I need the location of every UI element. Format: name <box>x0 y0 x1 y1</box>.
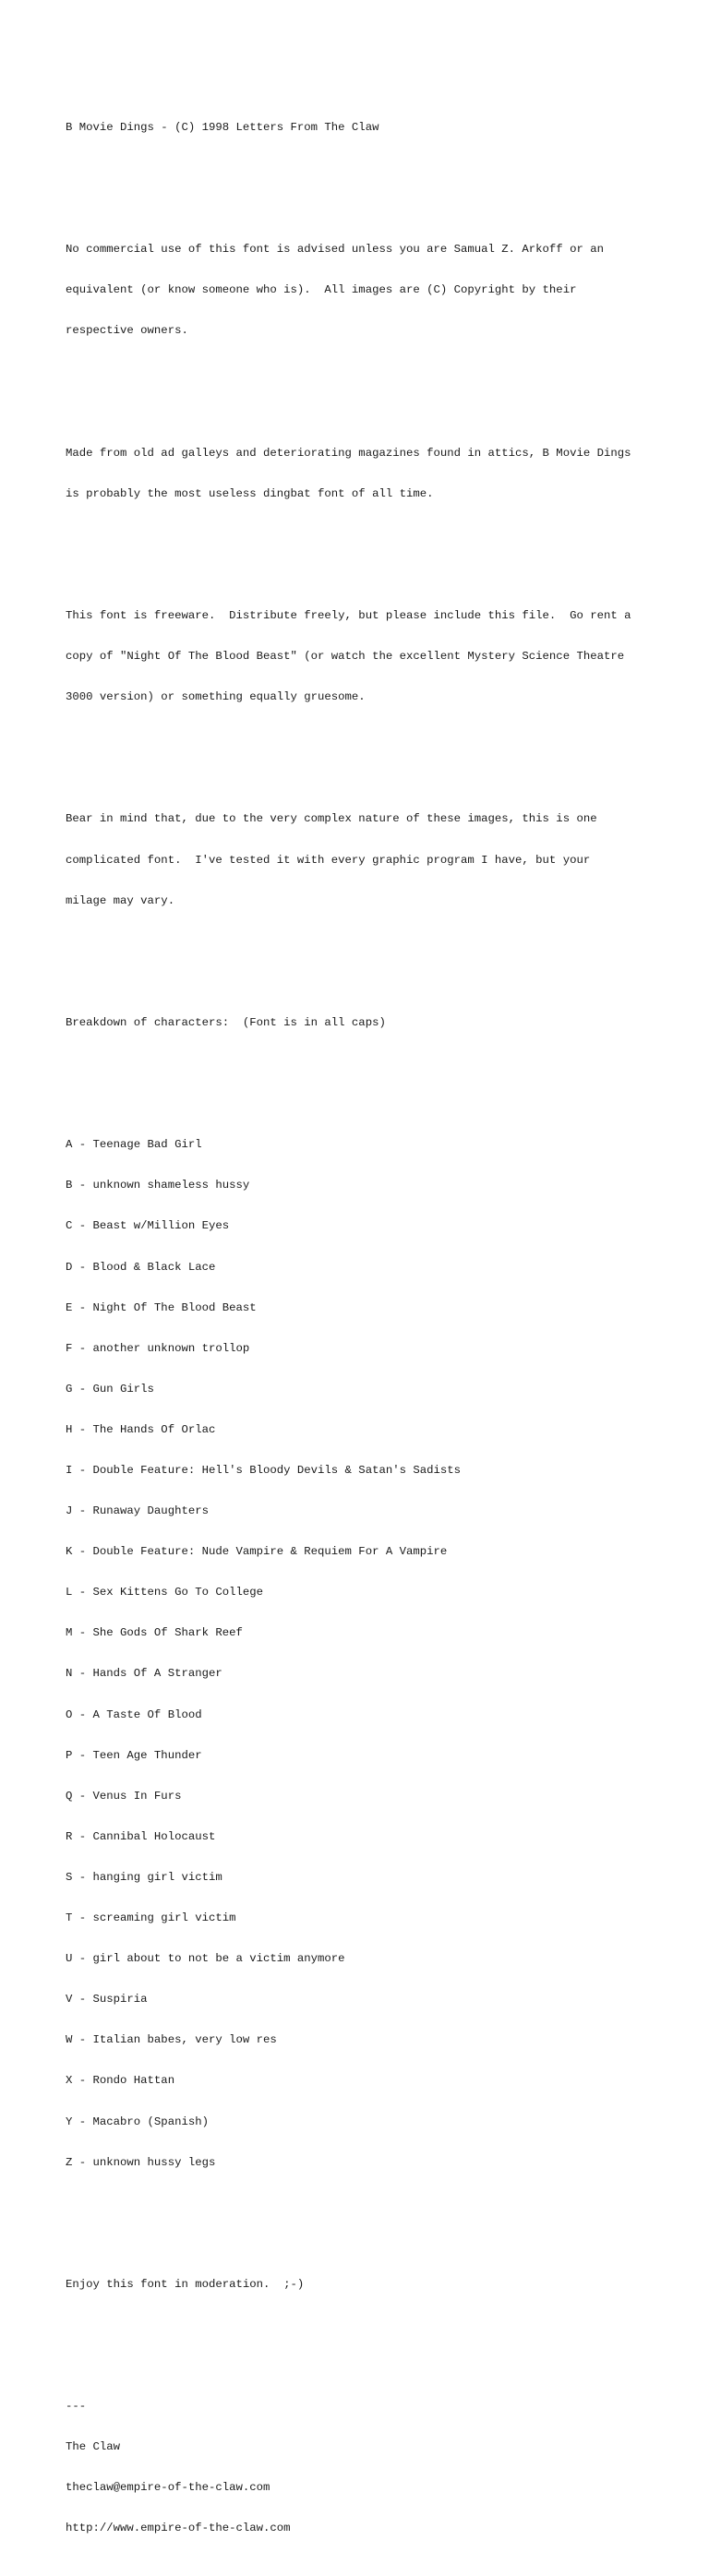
character-item: Q - Venus In Furs <box>66 1789 182 1803</box>
signature-separator: --- <box>66 2400 87 2414</box>
character-item: W - Italian babes, very low res <box>66 2033 277 2047</box>
character-item: V - Suspiria <box>66 1993 148 2007</box>
breakdown-heading: Breakdown of characters: (Font is in all caps) <box>66 1015 386 1029</box>
character-item: H - The Hands Of Orlac <box>66 1422 216 1436</box>
character-item: B - unknown shameless hussy <box>66 1179 250 1192</box>
document-title: B Movie Dings - (C) 1998 Letters From The Claw <box>66 120 379 134</box>
character-item: E - Night Of The Blood Beast <box>66 1300 257 1314</box>
paragraph-complexity <box>66 785 693 935</box>
paragraph-line: complicated font. I've tested it with every graphic program I have, but your <box>66 853 591 867</box>
paragraph-freeware <box>66 582 693 732</box>
signature-email: theclaw@empire-of-the-claw.com <box>66 2481 270 2495</box>
character-item: R - Cannibal Holocaust <box>66 1829 216 1843</box>
breakdown-heading-block <box>66 989 693 1058</box>
signature-name: The Claw <box>66 2440 121 2454</box>
paragraph-origin <box>66 419 693 528</box>
character-item: G - Gun Girls <box>66 1382 154 1396</box>
closing-line: Enjoy this font in moderation. ;-) <box>66 2277 305 2291</box>
character-item: O - A Taste Of Blood <box>66 1707 202 1721</box>
paragraph-line: equivalent (or know someone who is). All images are (C) Copyright by their <box>66 283 577 297</box>
paragraph-line: Bear in mind that, due to the very complex nature of these images, this is one <box>66 812 597 826</box>
character-item: D - Blood & Black Lace <box>66 1260 216 1274</box>
character-item: J - Runaway Daughters <box>66 1504 209 1518</box>
paragraph-line: copy of "Night Of The Blood Beast" (or watch the excellent Mystery Science Theatre <box>66 650 625 664</box>
character-item: X - Rondo Hattan <box>66 2074 175 2088</box>
character-item: C - Beast w/Million Eyes <box>66 1219 230 1233</box>
paragraph-line: This font is freeware. Distribute freely, but please include this file. Go rent a <box>66 608 631 622</box>
character-item: I - Double Feature: Hell's Bloody Devils & Satan's Sadists <box>66 1464 462 1477</box>
character-item: N - Hands Of A Stranger <box>66 1667 222 1681</box>
character-item: S - hanging girl victim <box>66 1870 222 1884</box>
character-item: F - another unknown trollop <box>66 1341 250 1355</box>
paragraph-line: milage may vary. <box>66 893 175 907</box>
character-item: Y - Macabro (Spanish) <box>66 2115 209 2128</box>
paragraph-line: is probably the most useless dingbat font of all time. <box>66 486 434 500</box>
document-page <box>66 66 693 2576</box>
paragraph-line: Made from old ad galleys and deteriorating magazines found in attics, B Movie Dings <box>66 446 631 460</box>
character-item: A - Teenage Bad Girl <box>66 1138 202 1152</box>
closing-block <box>66 2250 693 2318</box>
paragraph-line: respective owners. <box>66 324 188 338</box>
character-item: M - She Gods Of Shark Reef <box>66 1626 243 1640</box>
paragraph-line: 3000 version) or something equally gruesome. <box>66 690 366 704</box>
character-item: K - Double Feature: Nude Vampire & Requiem For A Vampire <box>66 1545 448 1559</box>
signature-url: http://www.empire-of-the-claw.com <box>66 2522 291 2535</box>
character-item: U - girl about to not be a victim anymore <box>66 1952 345 1966</box>
character-item: P - Teen Age Thunder <box>66 1748 202 1762</box>
character-list <box>66 1111 693 2197</box>
document-title-block <box>66 93 693 162</box>
signature-block <box>66 2373 693 2563</box>
character-item: Z - unknown hussy legs <box>66 2155 216 2169</box>
character-item: L - Sex Kittens Go To College <box>66 1586 264 1600</box>
paragraph-commercial-use <box>66 216 693 365</box>
character-item: T - screaming girl victim <box>66 1911 236 1925</box>
paragraph-line: No commercial use of this font is advised unless you are Samual Z. Arkoff or an <box>66 243 604 257</box>
